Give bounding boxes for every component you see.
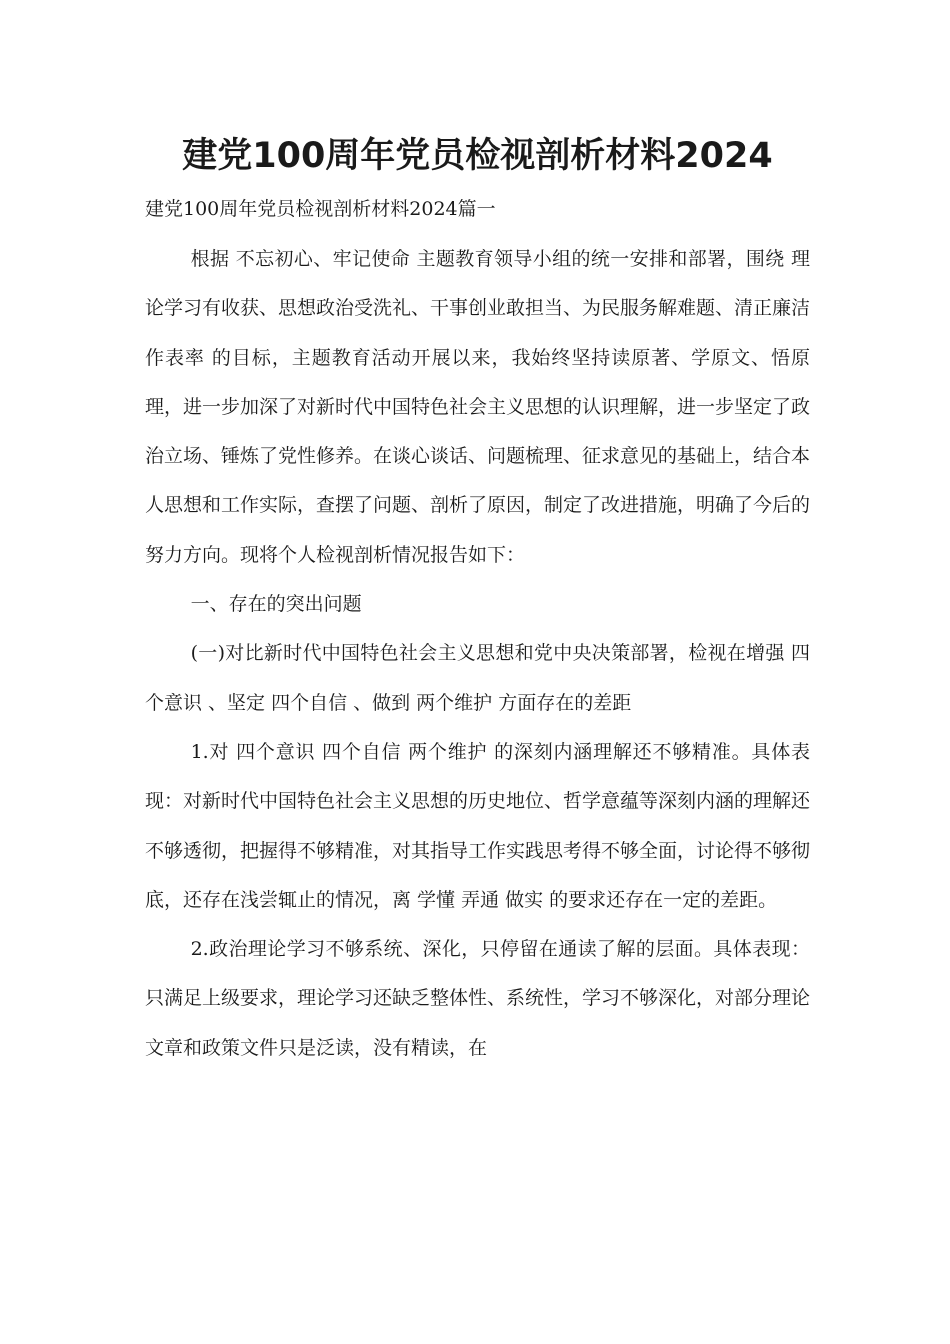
document-title: 建党100周年党员检视剖析材料2024 <box>182 136 773 176</box>
paragraph-item-1: 1.对 四个意识 四个自信 两个维护 的深刻内涵理解还不够精准。具体表现：对新时代中国特色社会主义思想的历史地位、哲学意蕴等深刻内涵的理解还不够透彻，把握得不够精准，对其指导工作实践思考得不够全面，讨论得不够彻底，还存在浅尝辄止的情况，离 学懂 弄通 做实 的要求还存在一定的差距。 <box>145 740 811 911</box>
paragraph-item-2: 2.政治理论学习不够系统、深化，只停留在通读了解的层面。具体表现：只满足上级要求，理论学习还缺乏整体性、系统性，学习不够深化，对部分理论文章和政策文件只是泛读，没有精读，在 <box>145 938 811 1059</box>
subsection-heading: (一)对比新时代中国特色社会主义思想和党中央决策部署，检视在增强 四个意识 、坚定 四个自信 、做到 两个维护 方面存在的差距 <box>145 642 810 714</box>
paragraph-intro: 根据 不忘初心、牢记使命 主题教育领导小组的统一安排和部署，围绕 理论学习有收获、思想政治受洗礼、干事创业敢担当、为民服务解难题、清正廉洁作表率 的目标，主题教育活动开展以来，我始终坚持读原著、学原文、悟原理，进一步加深了对新时代中国特色社会主义思想的认识理解，进一步坚定了政治立场、锤炼了党性修养。在谈心谈话、问题梳理、征求意见的基础上，结合本人思想和工作实际，查摆了问题、剖析了原因，制定了改进措施，明确了今后的努力方向。现将个人检视剖析情况报告如下： <box>145 248 811 566</box>
document-subtitle: 建党100周年党员检视剖析材料2024篇一 <box>145 198 496 220</box>
section-heading: 一、存在的突出问题 <box>190 593 362 616</box>
document-body <box>145 235 810 1073</box>
